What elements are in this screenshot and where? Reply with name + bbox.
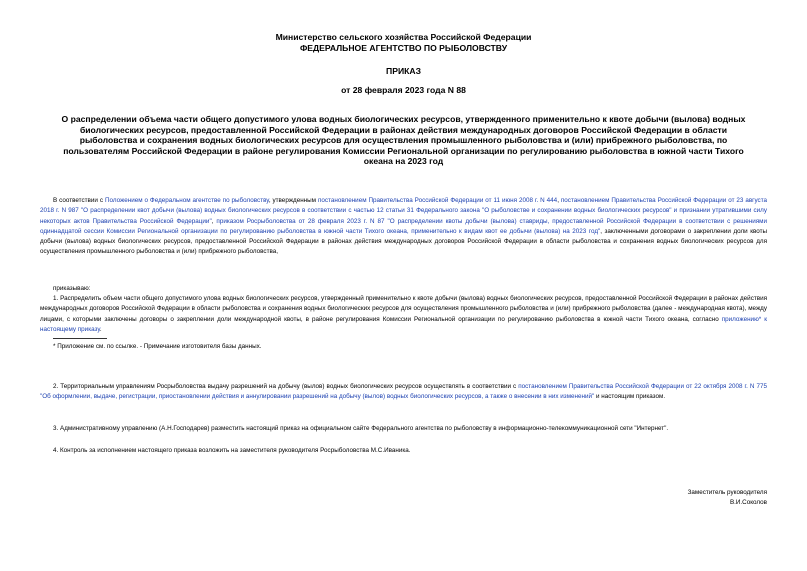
preamble-text: ,	[211, 217, 217, 225]
link-decree-444[interactable]: постановлением Правительства Российской Федерации от 11 июня 2008 г. N 444	[317, 197, 558, 204]
item-2-end: и настоящим приказом.	[594, 393, 666, 401]
order-word: приказываю:	[53, 285, 91, 292]
document-type: ПРИКАЗ	[386, 66, 421, 76]
agency-name: ФЕДЕРАЛЬНОЕ АГЕНТСТВО ПО РЫБОЛОВСТВУ	[299, 43, 508, 53]
preamble-text: ,	[557, 197, 561, 204]
signature-name: В.И.Соколов	[729, 499, 767, 506]
preamble-text: В соответствии с	[53, 197, 105, 204]
link-regulation-agency[interactable]: Положением о Федеральном агентстве по рыболовству	[104, 197, 269, 204]
preamble-text: , заключенными договорами о закреплении доли квоты добычи (вылова) водных биологических ресурсов, предоставленной Российской Федерации в районах действия международных договоров Российской Федерации в области рыболовства и сохранения водных биологических ресурсов для осуществления промышленного рыболовства и (или) прибрежного рыболовства,	[40, 227, 768, 256]
preamble-paragraph	[40, 196, 767, 258]
item-2-text: 2. Территориальным управлениям Росрыболовства выдачу разрешений на добычу (вылов) водных биологических ресурсов осуществлять в соответствии с	[53, 383, 519, 390]
document-title: О распределении объема части общего допустимого улова водных биологических ресурсов, утвержденного применительно к квоте добычи (вылова) водных биологических ресурсов, предоставленной Российской Федерации в районах действия международных договоров Российской Федерации в области рыболовства и сохранения водных биологических ресурсов для осуществления промышленного рыболовства и (или) прибрежного рыболовства, по пользователям Российской Федерации в районе регулирования Комиссии Региональной организации по регулированию рыболовства в южной части Тихого океана на 2023 год	[61, 114, 746, 166]
document-date-number: от 28 февраля 2023 года N 88	[341, 85, 466, 95]
item-1-text: 1. Распределить объем части общего допустимого улова водных биологических ресурсов, утвержденный применительно к квоте добычи (вылова) водных биологических ресурсов, предоставленной Российской Федерации в районах действия международных договоров Российской Федерации в области рыболовства и сохранения водных биологических ресурсов для осуществления промышленного рыболовства и (или) прибрежного рыболовства (далее - международная квота), между лицами, с которыми заключены договоры о закреплении доли международной квоты, в районе регулирования Комиссии Региональной организации по регулированию рыболовства в южной части Тихого океана, согласно	[40, 295, 767, 323]
signature-position: Заместитель руководителя	[687, 489, 767, 496]
link-decree-987[interactable]: постановлением Правительства Российской Федерации от 23 августа 2018 г. N 987 "О распределении квот добычи (вылова) водных биологических ресурсов в соответствии с частью 12 статьи 31 Федерального закона "О рыболовстве и сохранении водных биологических ресурсов" и признании утратившими силу некоторых актов Правительства Российской Федерации"	[40, 197, 768, 225]
item-1-paragraph	[40, 294, 767, 335]
ministry-name: Министерство сельского хозяйства Российской Федерации	[275, 32, 532, 42]
link-decree-775[interactable]: постановлением Правительства Российской Федерации от 22 октября 2008 г. N 775 "Об оформлении, выдаче, регистрации, приостановлении действия и аннулировании разрешений на добычу (вылов) водных биологических ресурсов, а также о внесении в них изменений"	[40, 383, 767, 401]
item-4-paragraph: 4. Контроль за исполнением настоящего приказа возложить на заместителя руководителя Росрыболовства М.С.Иваника.	[53, 447, 411, 454]
footnote-divider	[53, 338, 107, 339]
link-appendix[interactable]: приложению* к настоящему приказу	[40, 315, 767, 333]
preamble-text: , утвержденным	[268, 197, 318, 204]
item-1-end: .	[99, 325, 102, 333]
footnote: * Приложение см. по ссылке. - Примечание изготовителя базы данных.	[53, 343, 262, 350]
item-2-paragraph	[40, 382, 767, 403]
link-order-87[interactable]: приказом Росрыболовства от 28 февраля 2023 г. N 87 "О распределении квоты добычи (вылова) ставриды, предоставленной Российской Федерации в соответствии с решениями одиннадцатой сессии Комиссии Региональной организации по регулированию рыболовства в южной части Тихого океана, применительно к видам квот ее добычи (вылова) на 2023 год"	[40, 217, 768, 235]
item-3-paragraph: 3. Административному управлению (А.Н.Господарев) разместить настоящий приказ на официальном сайте Федерального агентства по рыболовству в информационно-телекоммуникационной сети "Интернет".	[53, 425, 669, 432]
